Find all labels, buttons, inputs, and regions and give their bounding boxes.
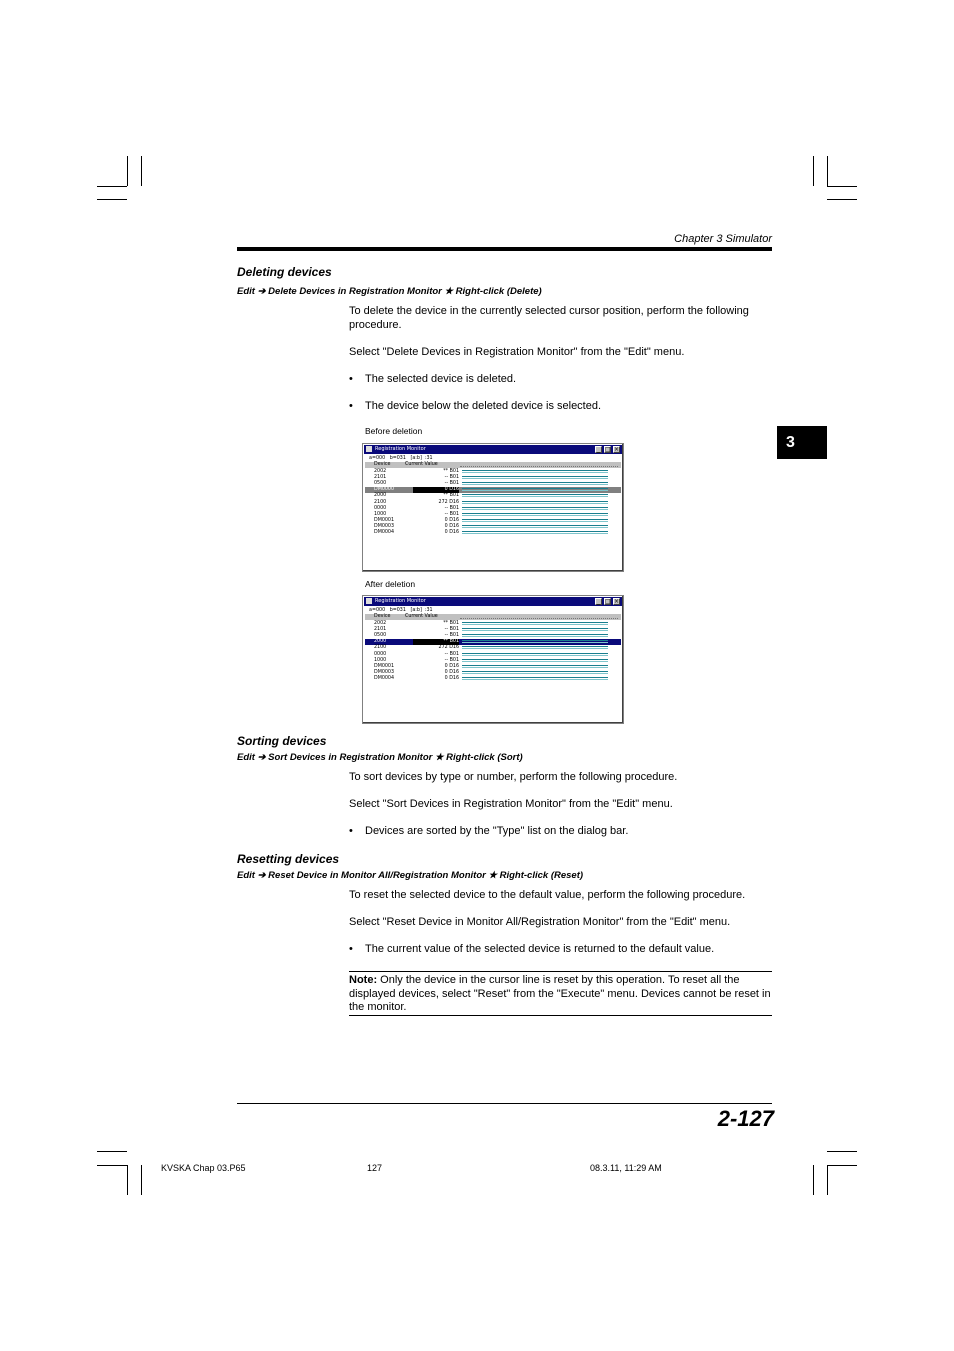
window-title: Registration Monitor bbox=[375, 598, 426, 604]
crop-mark bbox=[813, 1165, 814, 1195]
device-value: -- B01 bbox=[444, 633, 459, 639]
window-icon bbox=[366, 598, 372, 604]
device-value: 0 D16 bbox=[444, 663, 459, 669]
device-value: 0 D16 bbox=[444, 523, 459, 529]
caption-after: After deletion bbox=[365, 579, 416, 589]
timing-trace bbox=[462, 677, 608, 680]
note-label: Note: bbox=[349, 974, 378, 986]
device-row[interactable] bbox=[365, 664, 621, 670]
bullet-text: The current value of the selected device is returned to the default value. bbox=[365, 943, 715, 955]
window-title: Registration Monitor bbox=[375, 446, 426, 452]
device-row[interactable] bbox=[365, 676, 621, 682]
slug-page: 127 bbox=[367, 1163, 383, 1173]
timing-trace bbox=[462, 470, 608, 473]
device-value: ** B01 bbox=[443, 493, 459, 499]
device-name: 2002 bbox=[374, 469, 387, 474]
device-row[interactable] bbox=[365, 475, 621, 481]
timing-trace bbox=[462, 671, 608, 674]
registration-monitor-window-after bbox=[362, 595, 624, 724]
deleting-title: Deleting devices bbox=[237, 265, 332, 279]
sorting-bullet-1: • Devices are sorted by the "Type" list on the dialog bar. bbox=[349, 825, 629, 837]
device-row[interactable] bbox=[365, 633, 621, 639]
timing-trace bbox=[462, 494, 608, 497]
timing-trace bbox=[462, 634, 608, 637]
device-row[interactable] bbox=[365, 506, 621, 512]
sorting-step: Select "Sort Devices in Registration Monitor" from the "Edit" menu. bbox=[349, 798, 673, 810]
device-value: -- B01 bbox=[444, 657, 459, 663]
timing-trace bbox=[462, 476, 608, 479]
device-name: 2100 bbox=[374, 499, 387, 505]
registration-monitor-window-before bbox=[362, 443, 624, 572]
device-row[interactable] bbox=[365, 487, 621, 493]
window-icon bbox=[366, 446, 372, 452]
device-row[interactable] bbox=[365, 652, 621, 658]
note-top-rule bbox=[349, 971, 772, 972]
window-titlebar bbox=[364, 597, 622, 606]
device-name: DM0001 bbox=[374, 663, 395, 669]
crop-mark bbox=[97, 199, 127, 200]
footer-rule bbox=[237, 1103, 772, 1104]
timing-trace bbox=[462, 507, 608, 510]
range-info: a=000 b=031 [a:b] :31 bbox=[369, 608, 433, 613]
device-row[interactable] bbox=[365, 469, 621, 475]
device-value: -- B01 bbox=[444, 481, 459, 487]
device-value: ** B01 bbox=[413, 639, 459, 645]
header-rule bbox=[237, 247, 772, 251]
close-icon[interactable]: × bbox=[614, 446, 620, 453]
minimize-icon[interactable]: _ bbox=[597, 598, 600, 605]
crop-mark bbox=[141, 1165, 142, 1195]
bullet-text: Devices are sorted by the "Type" list on the dialog bar. bbox=[365, 825, 629, 837]
device-row[interactable] bbox=[365, 670, 621, 676]
caption-before: Before deletion bbox=[365, 426, 423, 436]
maximize-icon[interactable]: □ bbox=[605, 598, 611, 605]
device-value: 0 D16 bbox=[444, 530, 459, 535]
note-box bbox=[349, 974, 772, 1015]
bullet-text: The selected device is deleted. bbox=[365, 373, 517, 385]
resetting-title: Resetting devices bbox=[237, 852, 340, 866]
device-name: 2101 bbox=[374, 627, 387, 633]
resetting-menu-path: Edit ➔ Reset Device in Monitor All/Registration Monitor ★ Right-click (Reset) bbox=[237, 870, 584, 881]
deleting-menu-path: Edit ➔ Delete Devices in Registration Monitor ★ Right-click (Delete) bbox=[237, 286, 542, 297]
device-name: DM0004 bbox=[374, 530, 395, 535]
column-value: Current Value bbox=[405, 462, 438, 467]
timing-trace bbox=[462, 646, 608, 649]
device-value: 272 D16 bbox=[438, 645, 459, 651]
crop-mark bbox=[97, 1151, 127, 1152]
device-name: 2000 bbox=[374, 639, 387, 645]
device-row[interactable] bbox=[365, 524, 621, 530]
resetting-step: Select "Reset Device in Monitor All/Registration Monitor" from the "Edit" menu. bbox=[349, 916, 731, 928]
device-name: 1000 bbox=[374, 657, 387, 663]
device-value: -- B01 bbox=[444, 651, 459, 657]
timing-trace bbox=[462, 653, 608, 656]
column-device: Device bbox=[374, 614, 391, 619]
device-row[interactable] bbox=[365, 621, 621, 627]
device-row[interactable] bbox=[365, 481, 621, 487]
device-name: DM0004 bbox=[374, 675, 395, 681]
minimize-icon[interactable]: _ bbox=[597, 446, 600, 453]
range-info: a=000 b=031 [a:b] :31 bbox=[369, 456, 433, 461]
crop-mark bbox=[141, 156, 142, 186]
device-row[interactable] bbox=[365, 530, 621, 536]
timing-trace bbox=[462, 659, 608, 662]
chapter-header: Chapter 3 Simulator bbox=[674, 233, 772, 245]
column-value: Current Value bbox=[405, 614, 438, 619]
device-name: DM0003 bbox=[374, 669, 395, 675]
device-name: 0000 bbox=[374, 505, 387, 511]
device-value: ** B01 bbox=[443, 469, 459, 474]
sorting-intro: To sort devices by type or number, perform the following procedure. bbox=[349, 771, 678, 783]
device-row[interactable] bbox=[365, 512, 621, 518]
page-number: 2-127 bbox=[717, 1106, 774, 1131]
device-row[interactable] bbox=[365, 627, 621, 633]
device-value: 0 D16 bbox=[444, 675, 459, 681]
crop-mark bbox=[97, 186, 127, 187]
time-ruler bbox=[460, 615, 618, 619]
crop-mark bbox=[827, 199, 857, 200]
device-name: 2000 bbox=[374, 493, 387, 499]
crop-mark bbox=[827, 1165, 857, 1166]
device-name: 0500 bbox=[374, 633, 387, 639]
device-row[interactable] bbox=[365, 493, 621, 499]
device-name: 0000 bbox=[374, 651, 387, 657]
device-name: DM0000 bbox=[374, 487, 395, 493]
close-icon[interactable]: × bbox=[614, 598, 620, 605]
crop-mark bbox=[827, 1151, 857, 1152]
timing-trace bbox=[462, 525, 608, 528]
device-value: -- B01 bbox=[444, 475, 459, 481]
device-row[interactable] bbox=[365, 518, 621, 524]
crop-mark bbox=[97, 1165, 127, 1166]
crop-mark bbox=[827, 156, 828, 186]
device-value: ** B01 bbox=[443, 621, 459, 626]
timing-trace bbox=[462, 488, 608, 491]
device-value: 272 D16 bbox=[438, 499, 459, 505]
crop-mark bbox=[127, 1165, 128, 1195]
device-name: DM0003 bbox=[374, 523, 395, 529]
crop-mark bbox=[827, 186, 857, 187]
crop-mark bbox=[827, 1165, 828, 1195]
device-name: 2101 bbox=[374, 475, 387, 481]
chapter-tab: 3 bbox=[777, 426, 827, 459]
resetting-bullet-1: • The current value of the selected device is returned to the default value. bbox=[349, 943, 715, 955]
deleting-bullet-2: • The device below the deleted device is selected. bbox=[349, 400, 602, 412]
timing-trace bbox=[462, 640, 608, 643]
maximize-icon[interactable]: □ bbox=[605, 446, 611, 453]
timing-trace bbox=[462, 519, 608, 522]
device-value: 0 D16 bbox=[444, 517, 459, 523]
device-name: 1000 bbox=[374, 511, 387, 517]
device-name: 0500 bbox=[374, 481, 387, 487]
timing-trace bbox=[462, 622, 608, 625]
device-value: 0 D16 bbox=[444, 669, 459, 675]
window-titlebar bbox=[364, 445, 622, 454]
deleting-bullet-1: • The selected device is deleted. bbox=[349, 373, 517, 385]
note-text: Only the device in the cursor line is reset by this operation. To reset all the displayed devices, select "Reset" from the "Execute" menu. Devices cannot be reset in the monitor. bbox=[349, 974, 771, 1013]
column-device: Device bbox=[374, 462, 391, 467]
device-row[interactable] bbox=[365, 645, 621, 651]
timing-trace bbox=[462, 665, 608, 668]
device-value: -- B01 bbox=[444, 511, 459, 517]
slug-file: KVSKA Chap 03.P65 bbox=[161, 1163, 246, 1173]
slug-date: 08.3.11, 11:29 AM bbox=[590, 1163, 662, 1173]
device-name: DM0001 bbox=[374, 517, 395, 523]
timing-trace bbox=[462, 482, 608, 485]
deleting-step: Select "Delete Devices in Registration Monitor" from the "Edit" menu. bbox=[349, 346, 685, 358]
crop-mark bbox=[813, 156, 814, 186]
time-ruler bbox=[460, 463, 618, 467]
timing-trace bbox=[462, 513, 608, 516]
sorting-title: Sorting devices bbox=[237, 734, 327, 748]
bullet-text: The device below the deleted device is selected. bbox=[365, 400, 602, 412]
device-name: 2002 bbox=[374, 621, 387, 626]
device-row[interactable] bbox=[365, 658, 621, 664]
device-row[interactable] bbox=[365, 639, 621, 645]
device-value: -- B01 bbox=[444, 505, 459, 511]
note-bottom-rule bbox=[349, 1015, 772, 1016]
crop-mark bbox=[127, 156, 128, 186]
device-row[interactable] bbox=[365, 500, 621, 506]
device-name: 2100 bbox=[374, 645, 387, 651]
timing-trace bbox=[462, 628, 608, 631]
device-value: 0 D16 bbox=[413, 487, 459, 493]
timing-trace bbox=[462, 501, 608, 504]
device-value: -- B01 bbox=[444, 627, 459, 633]
timing-trace bbox=[462, 531, 608, 534]
deleting-intro: To delete the device in the currently selected cursor position, perform the following procedure. bbox=[349, 305, 749, 331]
sorting-menu-path: Edit ➔ Sort Devices in Registration Monitor ★ Right-click (Sort) bbox=[237, 752, 523, 763]
resetting-intro: To reset the selected device to the default value, perform the following procedure. bbox=[349, 889, 746, 901]
